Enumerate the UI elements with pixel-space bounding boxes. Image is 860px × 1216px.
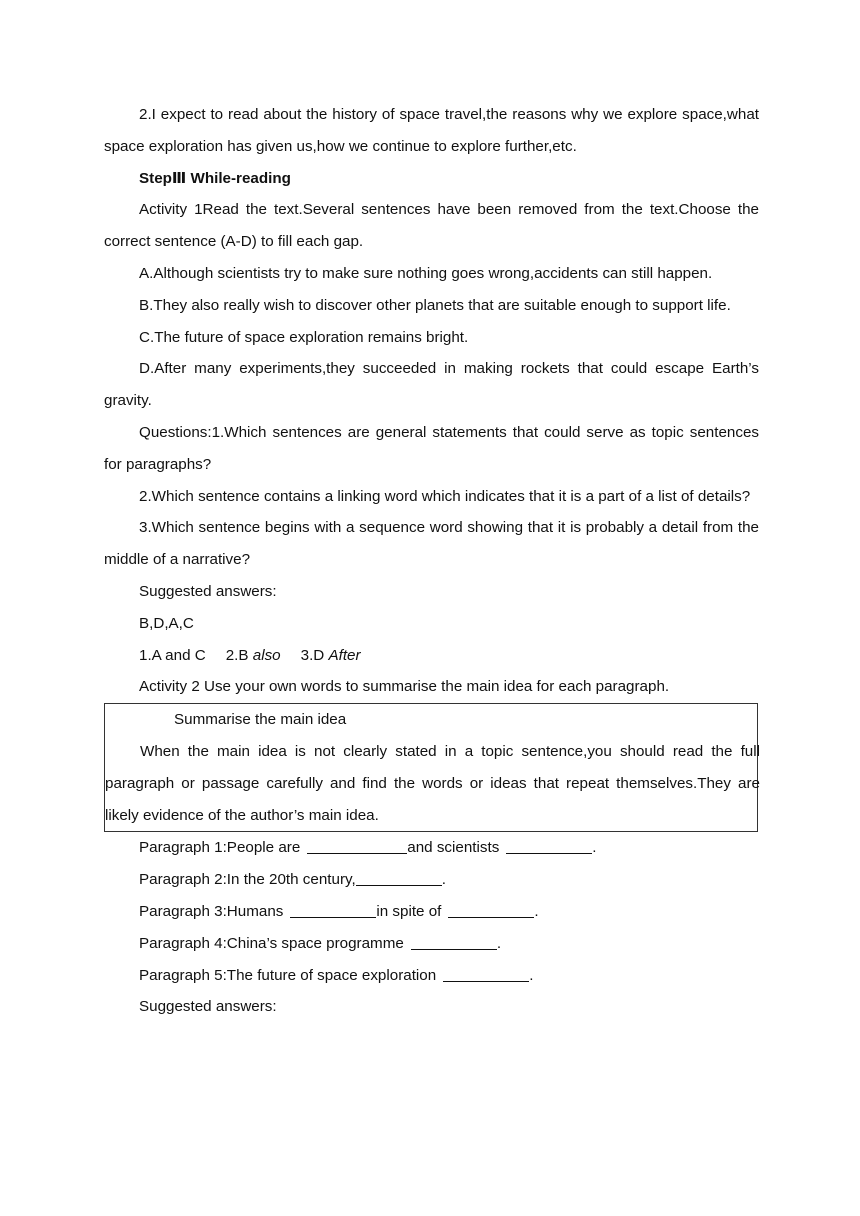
option-d: D.After many experiments,they succeeded in making rockets that could escape Earth’s gravity.	[104, 360, 759, 410]
answer-questions	[104, 640, 759, 672]
paragraph-3-blank-2[interactable]	[448, 899, 534, 918]
question-2: 2.Which sentence contains a linking word which indicates that it is a part of a list of details?	[139, 487, 751, 505]
answer-2: 2.B	[225, 646, 253, 664]
tip-box	[104, 703, 758, 832]
paragraph-5-text-a: Paragraph 5:The future of space exploration	[139, 966, 437, 984]
activity-1-instruction: Activity 1Read the text.Several sentences have been removed from the text.Choose the correct sentence (A-D) to fill each gap.	[104, 201, 759, 251]
paragraph-1-blank-2[interactable]	[506, 835, 592, 854]
paragraph-1-text-c: .	[592, 839, 597, 857]
paragraph-2-text-b: .	[441, 871, 446, 889]
paragraph-4-line	[104, 928, 759, 960]
paragraph-1-text-b: and scientists	[407, 839, 500, 857]
document-body	[104, 99, 759, 1023]
option-c: C.The future of space exploration remains bright.	[139, 328, 469, 346]
step-heading: StepⅢ While-reading	[139, 169, 291, 187]
answer-2-word: also	[252, 646, 281, 664]
tip-box-text: When the main idea is not clearly stated in a topic sentence,you should read the full paragraph or passage carefully and find the words or ideas that repeat themselves.They are likely evidence of the author’s main idea.	[105, 742, 760, 824]
paragraph-1-blank-1[interactable]	[307, 835, 407, 854]
paragraph-3-blank-1[interactable]	[290, 899, 376, 918]
answer-order: B,D,A,C	[139, 614, 194, 632]
paragraph-3-text-a: Paragraph 3:Humans	[139, 902, 284, 920]
paragraph-2-blank[interactable]	[356, 867, 442, 886]
paragraph-5-line	[104, 960, 759, 992]
paragraph-2-text-a: Paragraph 2:In the 20th century,	[139, 871, 356, 889]
answer-3-word: After	[328, 646, 361, 664]
paragraph-1-line	[104, 832, 759, 864]
suggested-answers-label-2: Suggested answers:	[139, 998, 277, 1016]
expectation-paragraph: 2.I expect to read about the history of space travel,the reasons why we explore space,what space exploration has given us,how we continue to explore further,etc.	[104, 106, 759, 155]
paragraph-5-text-b: .	[529, 966, 534, 984]
paragraph-4-blank[interactable]	[411, 931, 497, 950]
suggested-answers-label: Suggested answers:	[139, 582, 277, 600]
answer-1: 1.A and C	[139, 646, 206, 664]
paragraph-3-text-b: in spite of	[376, 902, 442, 920]
paragraph-2-line	[104, 864, 759, 896]
question-3: 3.Which sentence begins with a sequence word showing that it is probably a detail from the middle of a narrative?	[104, 519, 759, 569]
tip-box-title: Summarise the main idea	[174, 711, 347, 729]
paragraph-4-text-b: .	[496, 934, 502, 952]
option-a: A.Although scientists try to make sure nothing goes wrong,accidents can still happen.	[139, 264, 713, 282]
paragraph-4-text-a: Paragraph 4:China’s space programme	[139, 934, 404, 952]
paragraph-3-line	[104, 896, 759, 928]
option-b: B.They also really wish to discover other planets that are suitable enough to support life.	[139, 296, 731, 314]
question-1: Questions:1.Which sentences are general statements that could serve as topic sentences for paragraphs?	[104, 423, 759, 473]
answer-3: 3.D	[300, 646, 329, 664]
paragraph-3-text-c: .	[534, 902, 539, 920]
activity-2-instruction: Activity 2 Use your own words to summarise the main idea for each paragraph.	[139, 678, 670, 696]
paragraph-5-blank[interactable]	[443, 963, 529, 982]
paragraph-1-text-a: Paragraph 1:People are	[139, 839, 301, 857]
